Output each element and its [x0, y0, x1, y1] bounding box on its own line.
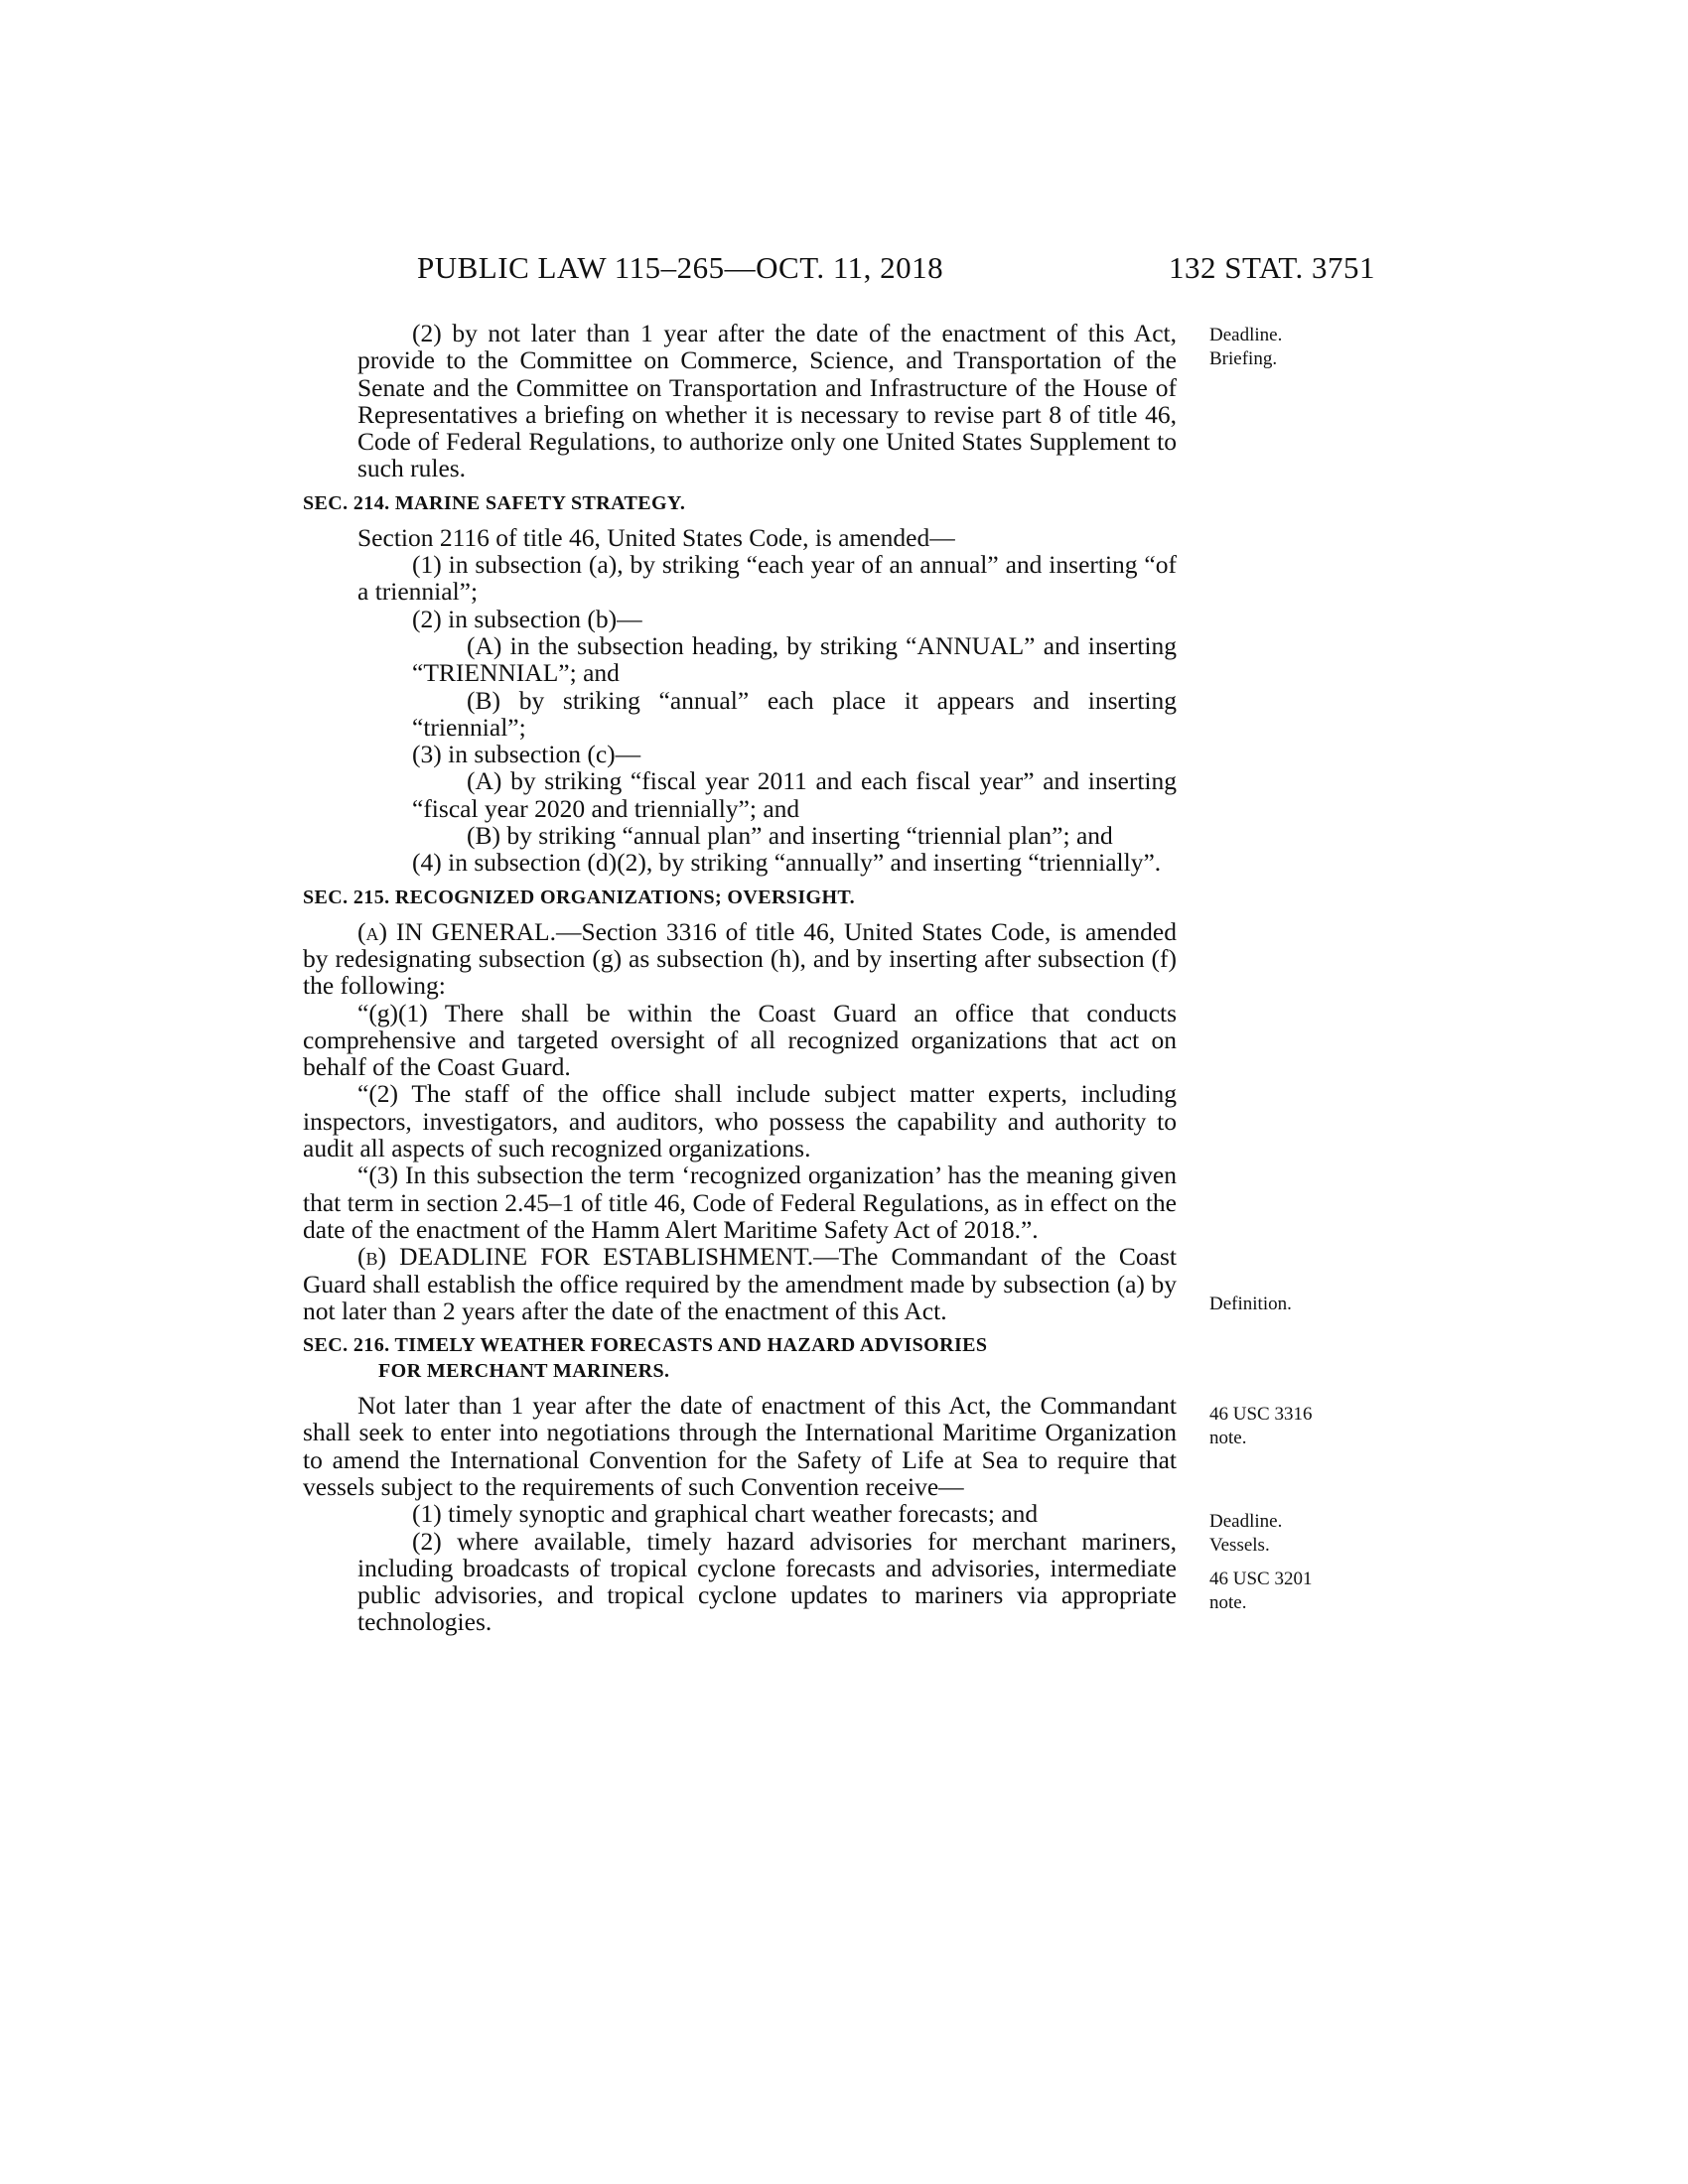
margin-note-deadline-briefing: [1209, 324, 1282, 371]
section-215-g1: “(g)(1) There shall be within the Coast Guard an office that conducts comprehensive and targeted oversight of all recognized organizations that act on behalf of the Coast Guard.: [303, 998, 1177, 1082]
section-214-item-3a: (A) by striking “fiscal year 2011 and each fiscal year” and inserting “fiscal year 2020 and triennially”; and: [412, 766, 1177, 823]
stat-page-number: 132 STAT. 3751: [1168, 250, 1375, 285]
section-214-heading: SEC. 214. MARINE SAFETY STRATEGY.: [303, 491, 686, 514]
margin-note-line: Deadline.: [1209, 1511, 1283, 1532]
margin-note-deadline-vessels: [1209, 1510, 1282, 1558]
section-214-item-1: (1) in subsection (a), by striking “each year of an annual” and inserting “of a triennial”;: [357, 550, 1177, 607]
section-214-item-2: (2) in subsection (b)—: [412, 604, 642, 633]
section-216-heading-line-1: SEC. 216. TIMELY WEATHER FORECASTS AND HAZARD ADVISORIES: [303, 1334, 988, 1357]
margin-note-definition: [1209, 1293, 1292, 1316]
margin-note-line: 46 USC 3316: [1209, 1404, 1313, 1425]
margin-note-46-usc-3201: [1209, 1568, 1312, 1615]
section-215-b: [303, 1243, 1177, 1324]
margin-note-46-usc-3316: [1209, 1403, 1312, 1450]
section-214-item-2a: (A) in the subsection heading, by striking “ANNUAL” and inserting “TRIENNIAL”; and: [412, 630, 1177, 688]
section-216-item-1: (1) timely synoptic and graphical chart weather forecasts; and: [412, 1499, 1039, 1529]
subsection-a-heading: (a) IN GENERAL.: [357, 916, 556, 946]
margin-note-line: Deadline.: [1209, 325, 1283, 345]
page-header: [417, 250, 1375, 290]
document-body: [303, 320, 1177, 1636]
margin-note-line: 46 USC 3201: [1209, 1569, 1313, 1589]
subsection-a-text: —Section 3316 of title 46, United States Code, is amended by redesignating subsection (g) as subsection (h), and by inserting after subsection (f) the following:: [303, 916, 1178, 1001]
section-214-item-2b: (B) by striking “annual” each place it appears and inserting “triennial”;: [412, 685, 1177, 742]
section-216-heading-line-2: FOR MERCHANT MARINERS.: [378, 1360, 670, 1383]
section-215-heading: SEC. 215. RECOGNIZED ORGANIZATIONS; OVERSIGHT.: [303, 886, 856, 908]
section-214-item-4: (4) in subsection (d)(2), by striking “annually” and inserting “triennially”.: [412, 848, 1162, 878]
subsection-b-text: —The Commandant of the Coast Guard shall establish the office required by the amendment made by subsection (a) by not later than 2 years after the date of the enactment of this Act.: [303, 1242, 1177, 1325]
section-215-g3: “(3) In this subsection the term ‘recognized organization’ has the meaning given that term in section 2.45–1 of title 46, Code of Federal Regulations, as in effect on the date of the enactment of the Hamm Alert Maritime Safety Act of 2018.”.: [303, 1160, 1177, 1244]
section-214-item-3: (3) in subsection (c)—: [412, 740, 641, 769]
section-216-item-2: (2) where available, timely hazard advisories for merchant mariners, including broadcasts of tropical cyclone forecasts and advisories, intermediate public advisories, and tropical cyclone updates to mariners via appropriate technologies.: [357, 1526, 1177, 1637]
section-216-heading: [303, 1332, 1177, 1384]
running-head: PUBLIC LAW 115–265—OCT. 11, 2018: [417, 250, 944, 285]
section-216-intro: Not later than 1 year after the date of enactment of this Act, the Commandant shall seek to enter into negotiations through the International Maritime Organization to amend the International Convention for the Safety of Life at Sea to require that vessels subject to the requirements of such Convention receive—: [303, 1391, 1177, 1501]
section-214-item-3b: (B) by striking “annual plan” and inserting “triennial plan”; and: [467, 821, 1113, 851]
margin-note-line: Briefing.: [1209, 348, 1278, 369]
section-214-intro: Section 2116 of title 46, United States Code, is amended—: [357, 522, 955, 552]
paragraph-2: (2) by not later than 1 year after the date of the enactment of this Act, provide to the Committee on Commerce, Science, and Transportation of the Senate and the Committee on Transportation and Infrastructure of the House of Representatives a briefing on whether it is necessary to revise part 8 of title 46, Code of Federal Regulations, to authorize only one United States Supplement to such rules.: [357, 319, 1177, 483]
margin-note-line: Definition.: [1209, 1294, 1292, 1314]
margin-note-line: note.: [1209, 1592, 1247, 1613]
margin-note-line: note.: [1209, 1428, 1247, 1448]
subsection-b-heading: (b) DEADLINE FOR ESTABLISHMENT.: [357, 1242, 814, 1272]
section-215-a: [303, 918, 1177, 1000]
section-215-g2: “(2) The staff of the office shall include subject matter experts, including inspectors, investigators, and auditors, who possess the capability and authority to audit all aspects of such recognized organizations.: [303, 1079, 1177, 1163]
margin-note-line: Vessels.: [1209, 1535, 1270, 1556]
